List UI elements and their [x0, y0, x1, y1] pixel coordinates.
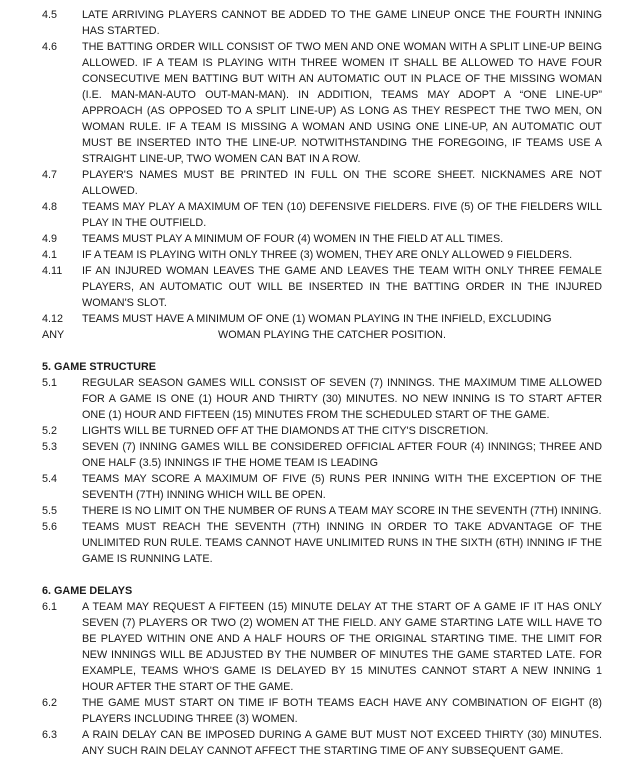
rule-4-8	[0, 199, 602, 231]
rule-number: 4.12	[42, 313, 64, 325]
section-title-game-delays: 6. GAME DELAYS	[42, 585, 133, 597]
rule-number: 4.1	[42, 249, 58, 261]
rule-text: IF A TEAM IS PLAYING WITH ONLY THREE (3) WOMEN, THEY ARE ONLY ALLOWED 9 FIELDERS.	[82, 249, 573, 261]
rule-5-5	[0, 503, 602, 519]
rule-number: 4.11	[42, 265, 63, 277]
rule-text: TEAMS MAY PLAY A MAXIMUM OF TEN (10) DEFENSIVE FIELDERS. FIVE (5) OF THE FIELDERS WILL PLAY IN THE OUTFIELD.	[82, 201, 602, 229]
rule-number: 5.3	[42, 441, 58, 453]
rule-number: 4.6	[42, 41, 58, 53]
rule-6-3	[0, 727, 602, 759]
rule-number: 5.4	[42, 473, 58, 485]
rule-text: PLAYER'S NAMES MUST BE PRINTED IN FULL ON THE SCORE SHEET. NICKNAMES ARE NOT ALLOWED.	[82, 169, 602, 197]
rule-number: 5.6	[42, 521, 58, 533]
rule-5-1	[0, 375, 602, 423]
rule-text: SEVEN (7) INNING GAMES WILL BE CONSIDERED OFFICIAL AFTER FOUR (4) INNINGS; THREE AND ONE HALF (3.5) INNINGS IF THE HOME TEAM IS LEADING	[82, 441, 602, 469]
rule-4-12	[0, 311, 602, 327]
rule-text: IF AN INJURED WOMAN LEAVES THE GAME AND LEAVES THE TEAM WITH ONLY THREE FEMALE PLAYERS, AN AUTOMATIC OUT WILL BE INSERTED IN THE BATTING ORDER IN THE INJURED WOMAN'S SLOT.	[82, 265, 602, 309]
rule-6-2	[0, 695, 602, 727]
rule-number: 4.7	[42, 169, 58, 181]
rule-text: THE GAME MUST START ON TIME IF BOTH TEAMS EACH HAVE ANY COMBINATION OF EIGHT (8) PLAYERS INCLUDING THREE (3) WOMEN.	[82, 697, 602, 725]
rule-5-4	[0, 471, 602, 503]
rule-number: 5.5	[42, 505, 58, 517]
rule-4-12-continuation	[0, 327, 602, 343]
rule-number: 6.2	[42, 697, 58, 709]
rule-text: THERE IS NO LIMIT ON THE NUMBER OF RUNS A TEAM MAY SCORE IN THE SEVENTH (7TH) INNING.	[82, 505, 602, 517]
rule-number: 6.3	[42, 729, 58, 741]
rule-number: 4.8	[42, 201, 58, 213]
rule-text: TEAMS MUST REACH THE SEVENTH (7TH) INNING IN ORDER TO TAKE ADVANTAGE OF THE UNLIMITED RUN RULE. TEAMS CANNOT HAVE UNLIMITED RUNS IN THE SIXTH (6TH) INNING IF THE GAME IS RUNNING LATE.	[82, 521, 602, 565]
rule-4-7	[0, 167, 602, 199]
rule-5-2	[0, 423, 602, 439]
rule-text: TEAMS MAY SCORE A MAXIMUM OF FIVE (5) RUNS PER INNING WITH THE EXCEPTION OF THE SEVENTH (7TH) INNING WHICH WILL BE OPEN.	[82, 473, 602, 501]
rule-number: ANY	[42, 329, 65, 341]
rule-text: WOMAN PLAYING THE CATCHER POSITION.	[218, 329, 446, 341]
rule-text: TEAMS MUST HAVE A MINIMUM OF ONE (1) WOMAN PLAYING IN THE INFIELD, EXCLUDING	[82, 313, 552, 325]
rule-text: A TEAM MAY REQUEST A FIFTEEN (15) MINUTE DELAY AT THE START OF A GAME IF IT HAS ONLY SEVEN (7) PLAYERS OR TWO (2) WOMEN AT THE FIELD. ANY GAME STARTING LATE WILL HAVE TO BE PLAYED WITHIN ONE AND A HALF HOURS OF THE ORIGINAL STARTING TIME. THE LIMIT FOR NEW INNINGS WILL BE ADJUSTED BY THE NUMBER OF MINUTES THE GAME STARTED LATE. FOR EXAMPLE, TEAMS WHO'S GAME IS DELAYED BY 15 MINUTES CANNOT START A NEW INNING 1 HOUR AFTER THE START OF THE GAME.	[82, 601, 602, 693]
rule-4-5	[0, 7, 602, 39]
rule-4-11	[0, 263, 602, 311]
section-title-game-structure: 5. GAME STRUCTURE	[42, 361, 156, 373]
rule-4-6	[0, 39, 602, 167]
rule-text: A RAIN DELAY CAN BE IMPOSED DURING A GAME BUT MUST NOT EXCEED THIRTY (30) MINUTES. ANY SUCH RAIN DELAY CANNOT AFFECT THE STARTING TIME OF ANY SUBSEQUENT GAME.	[82, 729, 602, 757]
spacer	[0, 343, 643, 359]
rule-5-6	[0, 519, 602, 567]
rule-number: 5.1	[42, 377, 58, 389]
rule-number: 5.2	[42, 425, 58, 437]
rule-text: TEAMS MUST PLAY A MINIMUM OF FOUR (4) WOMEN IN THE FIELD AT ALL TIMES.	[82, 233, 504, 245]
rule-text: LATE ARRIVING PLAYERS CANNOT BE ADDED TO THE GAME LINEUP ONCE THE FOURTH INNING HAS STARTED.	[82, 9, 602, 37]
rule-text: LIGHTS WILL BE TURNED OFF AT THE DIAMONDS AT THE CITY'S DISCRETION.	[82, 425, 489, 437]
spacer	[0, 567, 643, 583]
rule-number: 4.5	[42, 9, 58, 21]
rule-text: REGULAR SEASON GAMES WILL CONSIST OF SEVEN (7) INNINGS. THE MAXIMUM TIME ALLOWED FOR A GAME IS ONE (1) HOUR AND THIRTY (30) MINUTES. NO NEW INNING IS TO START AFTER ONE (1) HOUR AND FIFTEEN (15) MINUTES FROM THE SCHEDULED START OF THE GAME.	[82, 377, 602, 421]
rule-5-3	[0, 439, 602, 471]
rule-number: 4.9	[42, 233, 58, 245]
rule-text: THE BATTING ORDER WILL CONSIST OF TWO MEN AND ONE WOMAN WITH A SPLIT LINE-UP BEING ALLOWED. IF A TEAM IS PLAYING WITH THREE WOMEN IT SHALL BE ALLOWED TO HAVE FOUR CONSECUTIVE MEN BATTING BUT WITH AN AUTOMATIC OUT IN PLACE OF THE MISSING WOMAN (I.E. MAN-MAN-AUTO OUT-MAN-MAN). IN ADDITION, TEAMS MAY ADOPT A “ONE LINE-UP” APPROACH (AS OPPOSED TO A SPLIT LINE-UP) AS LONG AS THEY RESPECT THE TWO MEN, ON WOMAN RULE. IF A TEAM IS MISSING A WOMAN AND USING ONE LINE-UP, AN AUTOMATIC OUT MUST BE INSERTED INTO THE LINE-UP. NOTWITHSTANDING THE FOREGOING, IF TEAMS USE A STRAIGHT LINE-UP, TWO WOMEN CAN BAT IN A ROW.	[82, 41, 602, 165]
rule-6-1	[0, 599, 602, 695]
rule-number: 6.1	[42, 601, 58, 613]
rule-4-10	[0, 247, 602, 263]
rule-4-9	[0, 231, 602, 247]
